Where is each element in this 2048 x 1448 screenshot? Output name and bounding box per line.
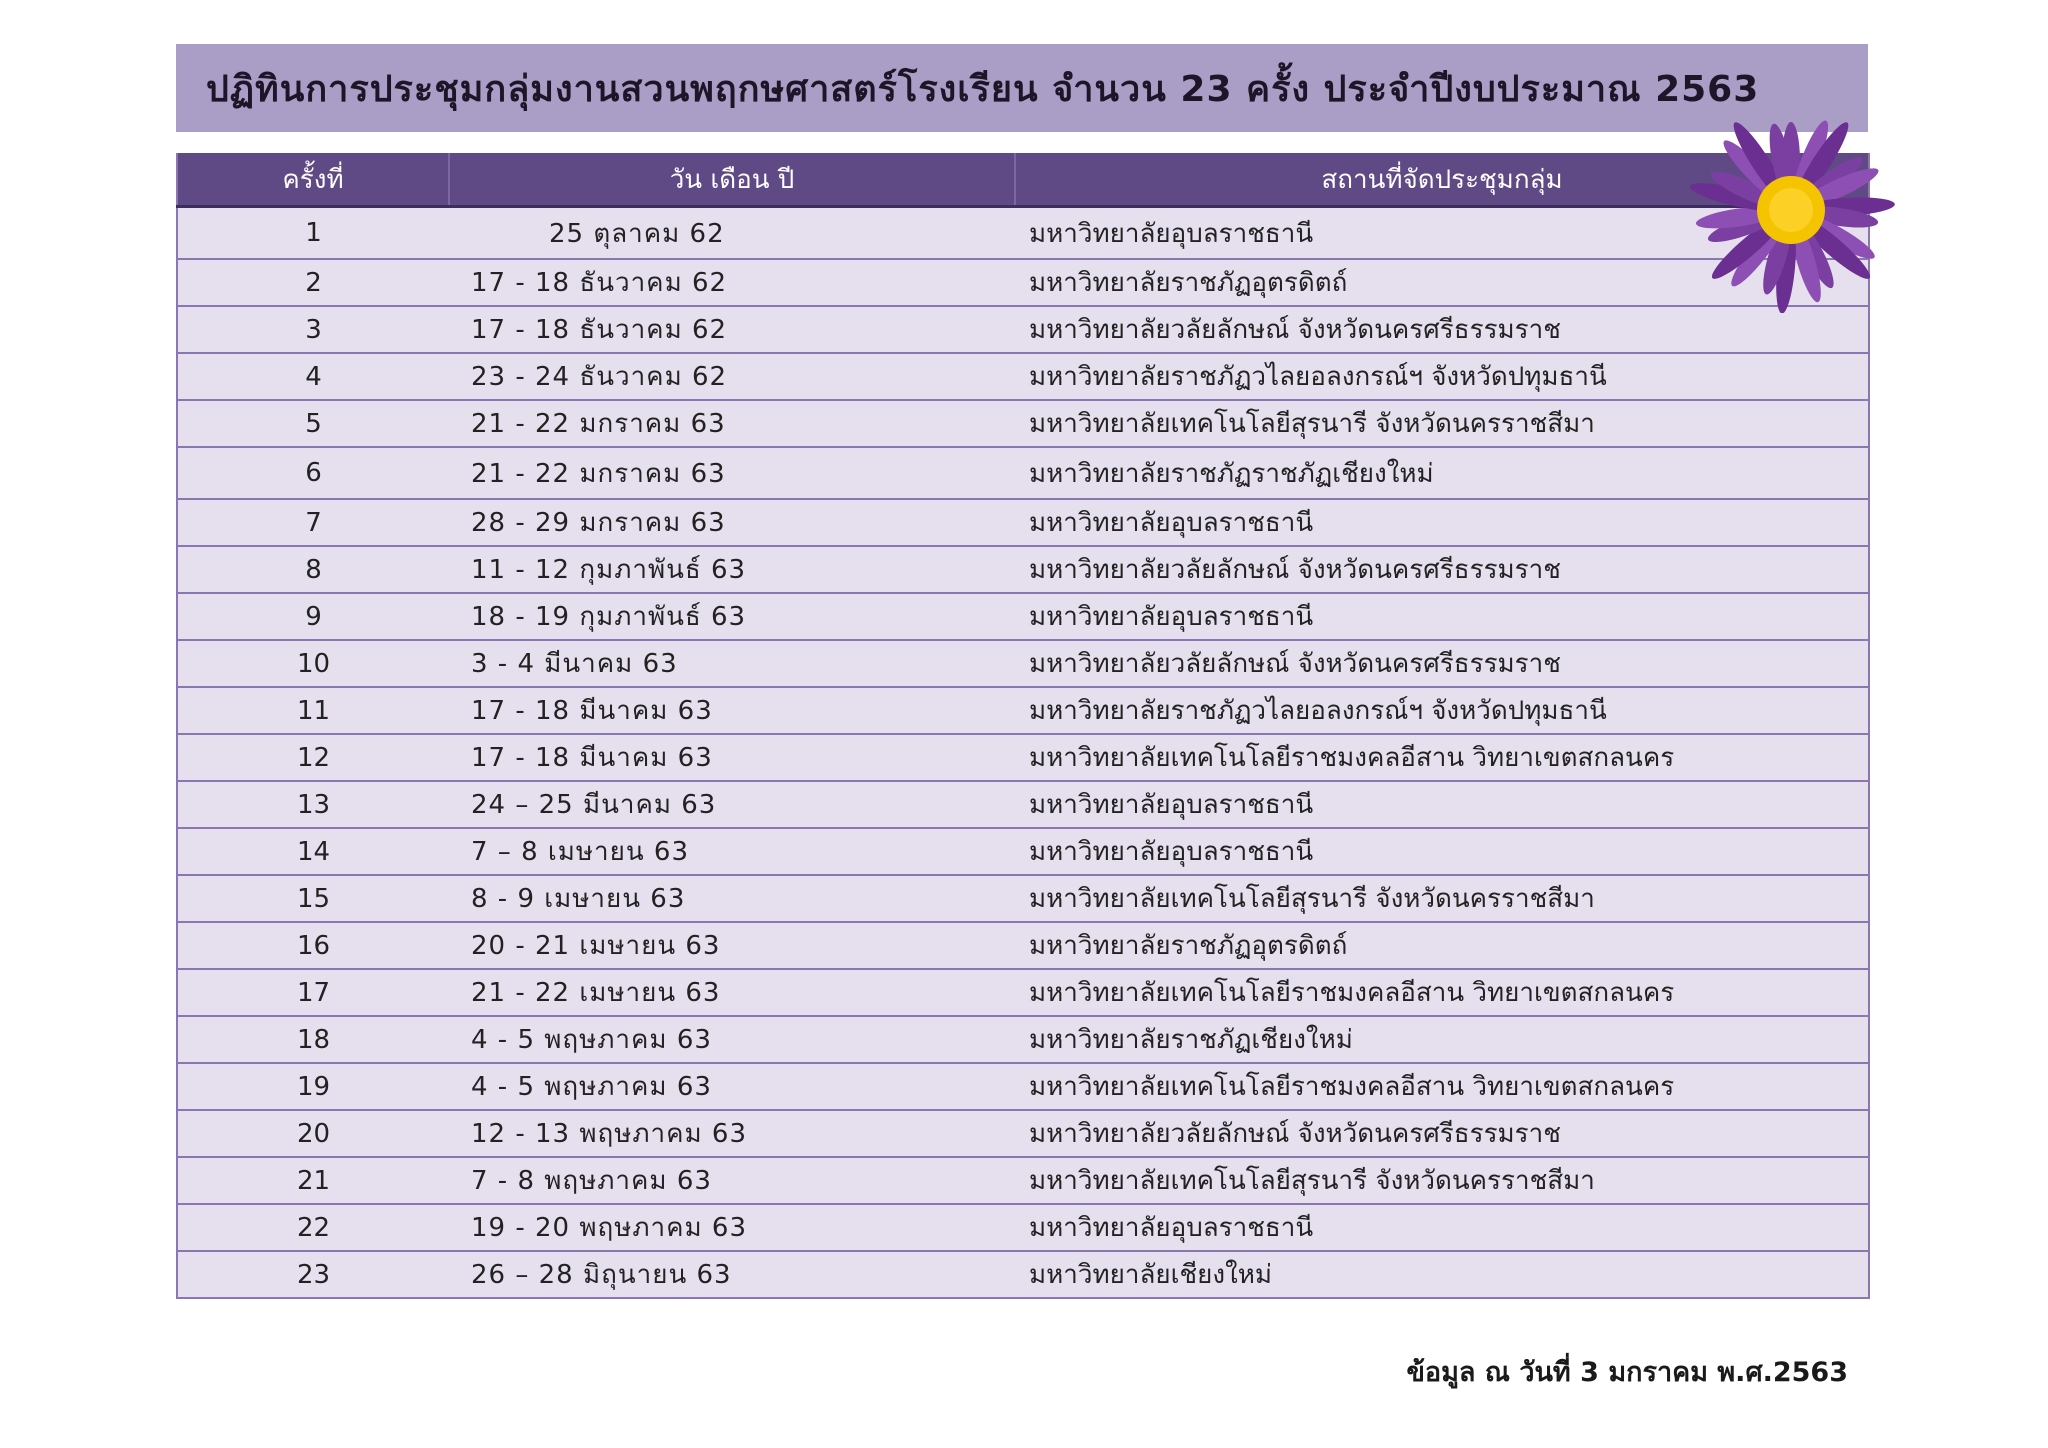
meeting-venue-cell: มหาวิทยาลัยวลัยลักษณ์ จังหวัดนครศรีธรรมราช xyxy=(1015,640,1869,687)
meeting-venue-cell: มหาวิทยาลัยเทคโนโลยีราชมงคลอีสาน วิทยาเขตสกลนคร xyxy=(1015,969,1869,1016)
meeting-number-cell: 6 xyxy=(177,447,449,499)
schedule-table-wrapper xyxy=(176,153,1868,1299)
page-title: ปฏิทินการประชุมกลุ่มงานสวนพฤกษศาสตร์โรงเรียน จำนวน 23 ครั้ง ประจำปีงบประมาณ 2563 xyxy=(206,68,1760,110)
table-row xyxy=(177,734,1869,781)
meeting-number-cell: 1 xyxy=(177,207,449,260)
meeting-venue-cell: มหาวิทยาลัยวลัยลักษณ์ จังหวัดนครศรีธรรมราช xyxy=(1015,306,1869,353)
meeting-venue-cell: มหาวิทยาลัยราชภัฏวไลยอลงกรณ์ฯ จังหวัดปทุมธานี xyxy=(1015,687,1869,734)
table-row xyxy=(177,546,1869,593)
meeting-number-cell: 9 xyxy=(177,593,449,640)
meeting-venue-cell: มหาวิทยาลัยอุบลราชธานี xyxy=(1015,499,1869,546)
table-row xyxy=(177,640,1869,687)
meeting-number-cell: 12 xyxy=(177,734,449,781)
meeting-number-cell: 11 xyxy=(177,687,449,734)
meeting-date-cell: 25 ตุลาคม 62 xyxy=(449,207,1015,260)
table-row xyxy=(177,306,1869,353)
meeting-venue-cell: มหาวิทยาลัยอุบลราชธานี xyxy=(1015,207,1869,260)
meeting-date-cell: 24 – 25 มีนาคม 63 xyxy=(449,781,1015,828)
meeting-date-cell: 4 - 5 พฤษภาคม 63 xyxy=(449,1016,1015,1063)
meeting-number-cell: 22 xyxy=(177,1204,449,1251)
meeting-date-cell: 17 - 18 ธันวาคม 62 xyxy=(449,306,1015,353)
meeting-date-cell: 7 – 8 เมษายน 63 xyxy=(449,828,1015,875)
meeting-number-cell: 21 xyxy=(177,1157,449,1204)
table-row xyxy=(177,1251,1869,1298)
meeting-number-cell: 16 xyxy=(177,922,449,969)
meeting-date-cell: 21 - 22 เมษายน 63 xyxy=(449,969,1015,1016)
table-header xyxy=(177,153,1869,207)
meeting-date-cell: 17 - 18 ธันวาคม 62 xyxy=(449,259,1015,306)
meeting-venue-cell: มหาวิทยาลัยอุบลราชธานี xyxy=(1015,1204,1869,1251)
meeting-number-cell: 10 xyxy=(177,640,449,687)
table-body xyxy=(177,207,1869,1299)
meeting-venue-cell: มหาวิทยาลัยเชียงใหม่ xyxy=(1015,1251,1869,1298)
data-as-of-note: ข้อมูล ณ วันที่ 3 มกราคม พ.ศ.2563 xyxy=(1406,1357,1848,1388)
meeting-date-cell: 26 – 28 มิถุนายน 63 xyxy=(449,1251,1015,1298)
table-row xyxy=(177,499,1869,546)
meeting-date-cell: 18 - 19 กุมภาพันธ์ 63 xyxy=(449,593,1015,640)
meeting-number-cell: 3 xyxy=(177,306,449,353)
meeting-venue-cell: มหาวิทยาลัยราชภัฏราชภัฏเชียงใหม่ xyxy=(1015,447,1869,499)
meeting-number-cell: 19 xyxy=(177,1063,449,1110)
meeting-venue-cell: มหาวิทยาลัยเทคโนโลยีราชมงคลอีสาน วิทยาเขตสกลนคร xyxy=(1015,734,1869,781)
table-row xyxy=(177,687,1869,734)
meeting-venue-cell: มหาวิทยาลัยเทคโนโลยีสุรนารี จังหวัดนครราชสีมา xyxy=(1015,400,1869,447)
meeting-number-cell: 14 xyxy=(177,828,449,875)
meeting-venue-cell: มหาวิทยาลัยราชภัฏอุตรดิตถ์ xyxy=(1015,922,1869,969)
meeting-venue-cell: มหาวิทยาลัยราชภัฏอุตรดิตถ์ xyxy=(1015,259,1869,306)
meeting-date-cell: 28 - 29 มกราคม 63 xyxy=(449,499,1015,546)
meeting-date-cell: 3 - 4 มีนาคม 63 xyxy=(449,640,1015,687)
table-row xyxy=(177,400,1869,447)
table-row xyxy=(177,207,1869,260)
meeting-date-cell: 17 - 18 มีนาคม 63 xyxy=(449,734,1015,781)
meeting-date-cell: 19 - 20 พฤษภาคม 63 xyxy=(449,1204,1015,1251)
table-row xyxy=(177,1157,1869,1204)
table-row xyxy=(177,593,1869,640)
header-row xyxy=(177,153,1869,207)
meeting-number-cell: 8 xyxy=(177,546,449,593)
meeting-venue-cell: มหาวิทยาลัยราชภัฏวไลยอลงกรณ์ฯ จังหวัดปทุมธานี xyxy=(1015,353,1869,400)
table-row xyxy=(177,1110,1869,1157)
meeting-venue-cell: มหาวิทยาลัยอุบลราชธานี xyxy=(1015,828,1869,875)
table-row xyxy=(177,969,1869,1016)
table-row xyxy=(177,781,1869,828)
meeting-number-cell: 18 xyxy=(177,1016,449,1063)
meeting-venue-cell: มหาวิทยาลัยอุบลราชธานี xyxy=(1015,593,1869,640)
meeting-date-cell: 17 - 18 มีนาคม 63 xyxy=(449,687,1015,734)
meeting-venue-cell: มหาวิทยาลัยวลัยลักษณ์ จังหวัดนครศรีธรรมราช xyxy=(1015,546,1869,593)
meeting-date-cell: 12 - 13 พฤษภาคม 63 xyxy=(449,1110,1015,1157)
table-row xyxy=(177,875,1869,922)
meeting-number-cell: 13 xyxy=(177,781,449,828)
meeting-number-cell: 5 xyxy=(177,400,449,447)
meeting-number-cell: 7 xyxy=(177,499,449,546)
table-row xyxy=(177,1063,1869,1110)
header-meeting-number: ครั้งที่ xyxy=(177,153,449,207)
meeting-venue-cell: มหาวิทยาลัยเทคโนโลยีสุรนารี จังหวัดนครราชสีมา xyxy=(1015,1157,1869,1204)
meeting-number-cell: 23 xyxy=(177,1251,449,1298)
table-row xyxy=(177,1016,1869,1063)
meeting-date-cell: 23 - 24 ธันวาคม 62 xyxy=(449,353,1015,400)
table-row xyxy=(177,922,1869,969)
meeting-date-cell: 20 - 21 เมษายน 63 xyxy=(449,922,1015,969)
meeting-date-cell: 21 - 22 มกราคม 63 xyxy=(449,447,1015,499)
header-date: วัน เดือน ปี xyxy=(449,153,1015,207)
meeting-venue-cell: มหาวิทยาลัยวลัยลักษณ์ จังหวัดนครศรีธรรมราช xyxy=(1015,1110,1869,1157)
meeting-date-cell: 7 - 8 พฤษภาคม 63 xyxy=(449,1157,1015,1204)
meeting-date-cell: 4 - 5 พฤษภาคม 63 xyxy=(449,1063,1015,1110)
meeting-venue-cell: มหาวิทยาลัยราชภัฏเชียงใหม่ xyxy=(1015,1016,1869,1063)
meeting-venue-cell: มหาวิทยาลัยเทคโนโลยีสุรนารี จังหวัดนครราชสีมา xyxy=(1015,875,1869,922)
meeting-number-cell: 20 xyxy=(177,1110,449,1157)
meeting-venue-cell: มหาวิทยาลัยอุบลราชธานี xyxy=(1015,781,1869,828)
meeting-schedule-table xyxy=(176,153,1870,1299)
meeting-number-cell: 17 xyxy=(177,969,449,1016)
meeting-date-cell: 11 - 12 กุมภาพันธ์ 63 xyxy=(449,546,1015,593)
table-row xyxy=(177,447,1869,499)
table-row xyxy=(177,828,1869,875)
title-band xyxy=(176,44,1868,132)
meeting-number-cell: 2 xyxy=(177,259,449,306)
meeting-date-cell: 21 - 22 มกราคม 63 xyxy=(449,400,1015,447)
meeting-number-cell: 4 xyxy=(177,353,449,400)
table-row xyxy=(177,259,1869,306)
purple-daisy-icon xyxy=(1676,108,1906,313)
header-venue: สถานที่จัดประชุมกลุ่ม xyxy=(1015,153,1869,207)
meeting-date-cell: 8 - 9 เมษายน 63 xyxy=(449,875,1015,922)
meeting-number-cell: 15 xyxy=(177,875,449,922)
table-row xyxy=(177,1204,1869,1251)
table-row xyxy=(177,353,1869,400)
meeting-venue-cell: มหาวิทยาลัยเทคโนโลยีราชมงคลอีสาน วิทยาเขตสกลนคร xyxy=(1015,1063,1869,1110)
